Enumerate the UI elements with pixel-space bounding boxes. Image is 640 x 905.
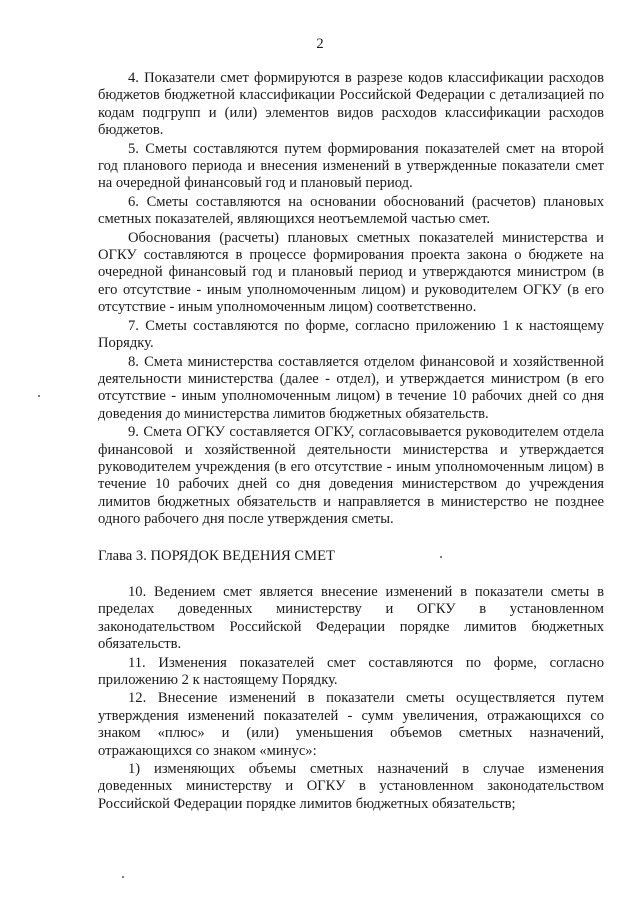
scan-speck — [440, 556, 442, 558]
chapter-heading: Глава 3. ПОРЯДОК ВЕДЕНИЯ СМЕТ — [98, 547, 335, 564]
scan-speck — [38, 395, 40, 397]
paragraph-8: 8. Смета министерства составляется отделом финансовой и хозяйственной деятельности министерства (далее - отдел), и утверждается министром (в его отсутствие - иным уполномоченным лицом) в течение 10 рабочих дней со дня доведения до министерства лимитов бюджетных обязательств. — [98, 353, 604, 422]
paragraph-9: 9. Смета ОГКУ составляется ОГКУ, согласовывается руководителем отдела финансовой и хозяйственной деятельности министерства и утверждается руководителем учреждения (в его отсутствие - иным уполномоченным лицом) в течение 10 рабочих дней со дня доведения министерством до учреждения лимитов бюджетных обязательств и направляется в министерство не позднее одного рабочего дня после утверждения сметы. — [98, 424, 604, 528]
paragraph-5: 5. Сметы составляются путем формирования показателей смет на второй год планового периода и внесения изменений в утвержденные показатели смет на очередной финансовый год и плановый период. — [98, 140, 604, 192]
paragraph-12: 12. Внесение изменений в показатели сметы осуществляется путем утверждения изменений показателей - сумм увеличения, отражающихся со знаком «плюс» и (или) уменьшения объемов сметных назначений, отражающихся со знаком «минус»: — [98, 690, 604, 759]
paragraph-11: 11. Изменения показателей смет составляются по форме, согласно приложению 2 к настоящему Порядку. — [98, 654, 604, 688]
paragraph-4: 4. Показатели смет формируются в разрезе кодов классификации расходов бюджетов бюджетной классификации Российской Федерации с детализацией по кодам подгрупп и (или) элементов видов расходов классификации расходов бюджетов. — [98, 70, 604, 139]
paragraph-12-item-1: 1) изменяющих объемы сметных назначений в случае изменения доведенных министерству и ОГКУ в установленном законодательством Российской Федерации порядке лимитов бюджетных обязательств; — [98, 761, 604, 812]
paragraph-10: 10. Ведением смет является внесение изменений в показатели сметы в пределах доведенных министерству и ОГКУ в установленном законодательством Российской Федерации порядке лимитов бюджетных обязательств. — [98, 583, 604, 653]
paragraph-6-justifications: Обоснования (расчеты) плановых сметных показателей министерства и ОГКУ составляются в процессе формирования проекта закона о бюджете на очередной финансовый год и плановый период и утверждаются министром (в его отсутствие - иным уполномоченным лицом) и руководителем ОГКУ (в его отсутствие - иным уполномоченным лицом) соответственно. — [98, 229, 604, 316]
scan-speck — [122, 876, 124, 878]
paragraph-7: 7. Сметы составляются по форме, согласно приложению 1 к настоящему Порядку. — [98, 317, 604, 352]
document-body — [98, 70, 604, 814]
page-number: 2 — [316, 36, 324, 52]
paragraph-6: 6. Сметы составляются на основании обоснований (расчетов) плановых сметных показателей, являющихся неотъемлемой частью смет. — [98, 193, 604, 228]
